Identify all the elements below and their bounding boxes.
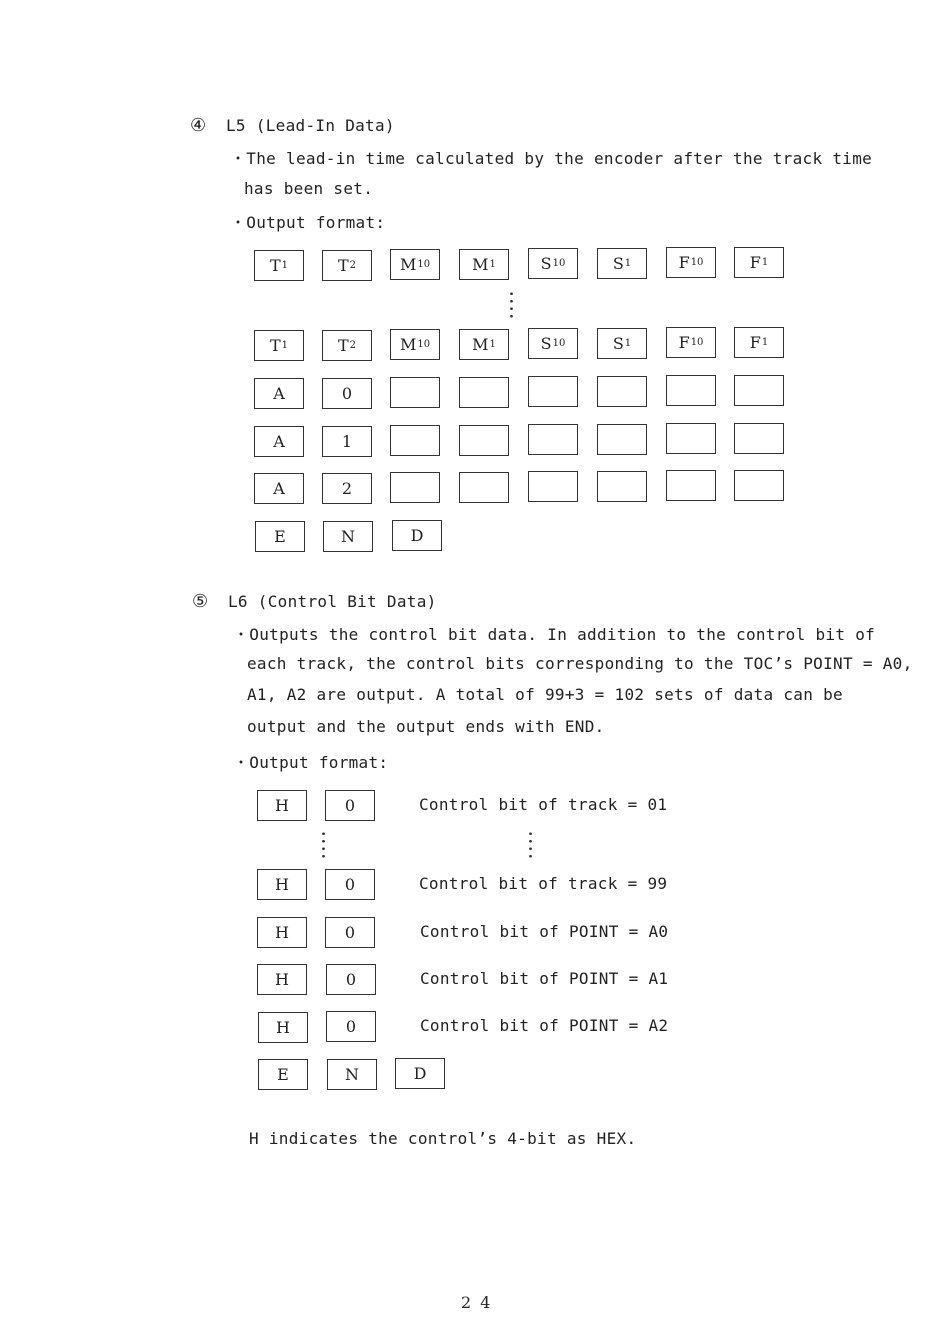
end-box-e: E bbox=[255, 521, 305, 552]
section5-bullet2: ・Output format: bbox=[233, 753, 389, 772]
a2-box-empty bbox=[666, 470, 716, 501]
control-row-value: 0 bbox=[325, 869, 375, 900]
control-row-value: 0 bbox=[325, 917, 375, 948]
time-box-m10: M 10 bbox=[390, 329, 440, 360]
a1-box-empty bbox=[390, 425, 440, 456]
time-box-f10-top: F 10 bbox=[666, 247, 716, 278]
time-box-m10-top: M 10 bbox=[390, 249, 440, 280]
time-box-f10: F 10 bbox=[666, 327, 716, 358]
end-box-e: E bbox=[258, 1059, 308, 1090]
time-box-t1-top: T 1 bbox=[254, 250, 304, 281]
section4-heading: L5 (Lead-In Data) bbox=[226, 116, 395, 135]
a0-box-empty bbox=[597, 376, 647, 407]
time-box-t2: T 2 bbox=[322, 330, 372, 361]
section5-para-line4: output and the output ends with END. bbox=[247, 717, 605, 736]
time-box-f1: F 1 bbox=[734, 327, 784, 358]
end-box-n: N bbox=[323, 521, 373, 552]
a2-box-a: A bbox=[254, 473, 304, 504]
time-box-s1: S 1 bbox=[597, 328, 647, 359]
time-box-t1: T 1 bbox=[254, 330, 304, 361]
a1-box-empty bbox=[666, 423, 716, 454]
a0-box-empty bbox=[390, 377, 440, 408]
control-row-desc: Control bit of POINT = A2 bbox=[420, 1016, 669, 1035]
control-row-value: 0 bbox=[326, 964, 376, 995]
a0-box-a: A bbox=[254, 378, 304, 409]
time-box-m1-top: M 1 bbox=[459, 249, 509, 280]
control-row-h: H bbox=[258, 1012, 308, 1043]
control-row-value: 0 bbox=[326, 1011, 376, 1042]
end-box-d: D bbox=[392, 520, 442, 551]
control-row-value: 0 bbox=[325, 790, 375, 821]
control-row-desc: Control bit of track = 01 bbox=[419, 795, 668, 814]
control-row-h: H bbox=[257, 964, 307, 995]
vertical-ellipsis bbox=[529, 830, 532, 860]
section4-bullet1-line2: has been set. bbox=[244, 179, 374, 198]
section5-para-line1: ・Outputs the control bit data. In addition to the control bit of bbox=[233, 625, 876, 644]
time-box-s10-top: S 10 bbox=[528, 248, 578, 279]
section4-bullet2: ・Output format: bbox=[230, 213, 386, 232]
time-box-t2-top: T 2 bbox=[322, 250, 372, 281]
time-box-f1-top: F 1 bbox=[734, 247, 784, 278]
a1-box-empty bbox=[528, 424, 578, 455]
time-box-s10: S 10 bbox=[528, 328, 578, 359]
section4-bullet1-line1: ・The lead-in time calculated by the encoder after the track time bbox=[230, 149, 873, 168]
a2-box-empty bbox=[390, 472, 440, 503]
hex-note: H indicates the control’s 4-bit as HEX. bbox=[249, 1129, 637, 1148]
section5-para-line3: A1, A2 are output. A total of 99+3 = 102 sets of data can be bbox=[247, 685, 843, 704]
a0-box-empty bbox=[528, 376, 578, 407]
a1-box-empty bbox=[734, 423, 784, 454]
vertical-ellipsis bbox=[510, 290, 513, 320]
a0-box-empty bbox=[734, 375, 784, 406]
a1-box-empty bbox=[597, 424, 647, 455]
a0-box-empty bbox=[666, 375, 716, 406]
section5-para-line2: each track, the control bits corresponding to the TOC’s POINT = A0, bbox=[247, 654, 913, 673]
time-box-s1-top: S 1 bbox=[597, 248, 647, 279]
section4-marker: ④ bbox=[190, 115, 207, 136]
control-row-desc: Control bit of POINT = A0 bbox=[420, 922, 669, 941]
end-box-d: D bbox=[395, 1058, 445, 1089]
section5-marker: ⑤ bbox=[192, 591, 209, 612]
control-row-desc: Control bit of track = 99 bbox=[419, 874, 668, 893]
a2-box-empty bbox=[734, 470, 784, 501]
control-row-desc: Control bit of POINT = A1 bbox=[420, 969, 669, 988]
control-row-h: H bbox=[257, 790, 307, 821]
a2-box-empty bbox=[528, 471, 578, 502]
end-box-n: N bbox=[327, 1059, 377, 1090]
control-row-h: H bbox=[257, 869, 307, 900]
a0-box-digit: 0 bbox=[322, 378, 372, 409]
a1-box-empty bbox=[459, 425, 509, 456]
time-box-m1: M 1 bbox=[459, 329, 509, 360]
control-row-h: H bbox=[257, 917, 307, 948]
a2-box-digit: 2 bbox=[322, 473, 372, 504]
vertical-ellipsis bbox=[322, 830, 325, 860]
a2-box-empty bbox=[597, 471, 647, 502]
a2-box-empty bbox=[459, 472, 509, 503]
a1-box-digit: 1 bbox=[322, 426, 372, 457]
section5-heading: L6 (Control Bit Data) bbox=[228, 592, 437, 611]
a1-box-a: A bbox=[254, 426, 304, 457]
page-number: 2 4 bbox=[461, 1293, 493, 1312]
a0-box-empty bbox=[459, 377, 509, 408]
